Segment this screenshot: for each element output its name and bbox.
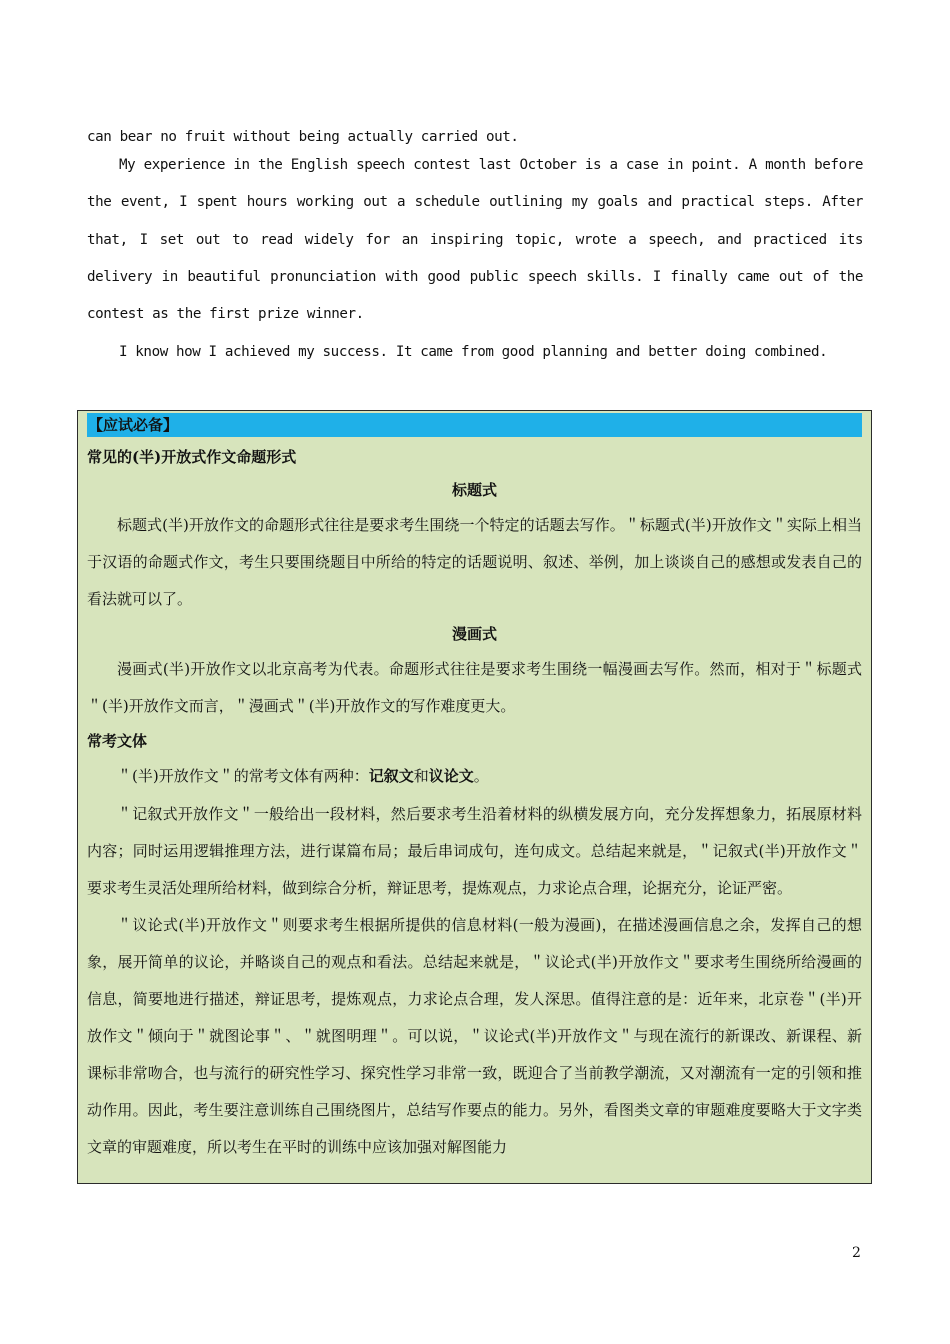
- essay-paragraph-conclusion: I know how I achieved my success. It came from good planning and better doing combined.: [119, 344, 828, 361]
- style-argumentative: 议论文: [428, 767, 474, 786]
- styles-end: 。: [473, 767, 489, 786]
- essay-line: can bear no fruit without being actually carried out.: [87, 129, 519, 145]
- paragraph-cartoon-type: 漫画式(半)开放作文以北京高考为代表。命题形式往往是要求考生围绕一幅漫画去写作。然而，相对于＂标题式＂(半)开放作文而言，＂漫画式＂(半)开放作文的写作难度更大。: [87, 660, 862, 716]
- subheading-cartoon-type: 漫画式: [451, 625, 497, 644]
- subheading-title-type: 标题式: [451, 481, 497, 499]
- paragraph-narrative: ＂记叙式开放作文＂一般给出一段材料，然后要求考生沿着材料的纵横发展方向，充分发挥想象力，拓展原材料内容；同时运用逻辑推理方法，进行谋篇布局；最后串词成句，连句成文。总结起来就是，＂记叙式(半)开放作文＂要求考生灵活处理所给材料，做到综合分析，辩证思考，提炼观点，力求论点合理，论据充分，论证严密。: [87, 804, 862, 897]
- exam-tips-box: [77, 410, 872, 1184]
- styles-and: 和: [413, 767, 429, 786]
- page-number: 2: [852, 1245, 861, 1261]
- style-narrative: 记叙文: [368, 767, 414, 786]
- paragraph-common-styles: [87, 758, 862, 795]
- essay-paragraph-experience: My experience in the English speech contest last October is a case in point. A month before the event, I spent hours working out a schedule outlining my goals and practical steps. After that, I set out to read widely for an inspiring topic, wrote a speech, and practiced its delivery in beautiful pronunciation with good public speech skills. I finally came out of the contest as the first prize winner.: [87, 157, 863, 323]
- essay-text: [87, 124, 863, 366]
- paragraph-argumentative: ＂议论式(半)开放作文＂则要求考生根据所提供的信息材料(一般为漫画)，在描述漫画信息之余，发挥自己的想象，展开简单的议论，并略谈自己的观点和看法。总结起来就是，＂议论式(半)开放作文＂要求考生围绕所给漫画的信息，简要地进行描述，辩证思考，提炼观点，力求论点合理，发人深思。值得注意的是：近年来，北京卷＂(半)开放作文＂倾向于＂就图论事＂、＂就图明理＂。可以说，＂议论式(半)开放作文＂与现在流行的新课改、新课程、新课标非常吻合，也与流行的研究性学习、探究性学习非常一致，既迎合了当前教学潮流，又对潮流有一定的引领和推动作用。因此，考生要注意训练自己围绕图片，总结写作要点的能力。另外，看图类文章的审题难度要略大于文字类文章的审题难度，所以考生在平时的训练中应该加强对解图能力: [87, 915, 862, 1157]
- styles-intro: ＂(半)开放作文＂的常考文体有两种：: [117, 767, 369, 786]
- heading-question-forms: 常见的(半)开放式作文命题形式: [87, 448, 297, 466]
- paragraph-title-type: 标题式(半)开放作文的命题形式往往是要求考生围绕一个特定的话题去写作。＂标题式(半)开放作文＂实际上相当于汉语的命题式作文，考生只要围绕题目中所给的特定的话题说明、叙述、举例，加上谈谈自己的感想或发表自己的看法就可以了。: [87, 516, 862, 609]
- heading-common-styles: 常考文体: [87, 732, 148, 751]
- section-banner: 【应试必备】: [87, 413, 862, 437]
